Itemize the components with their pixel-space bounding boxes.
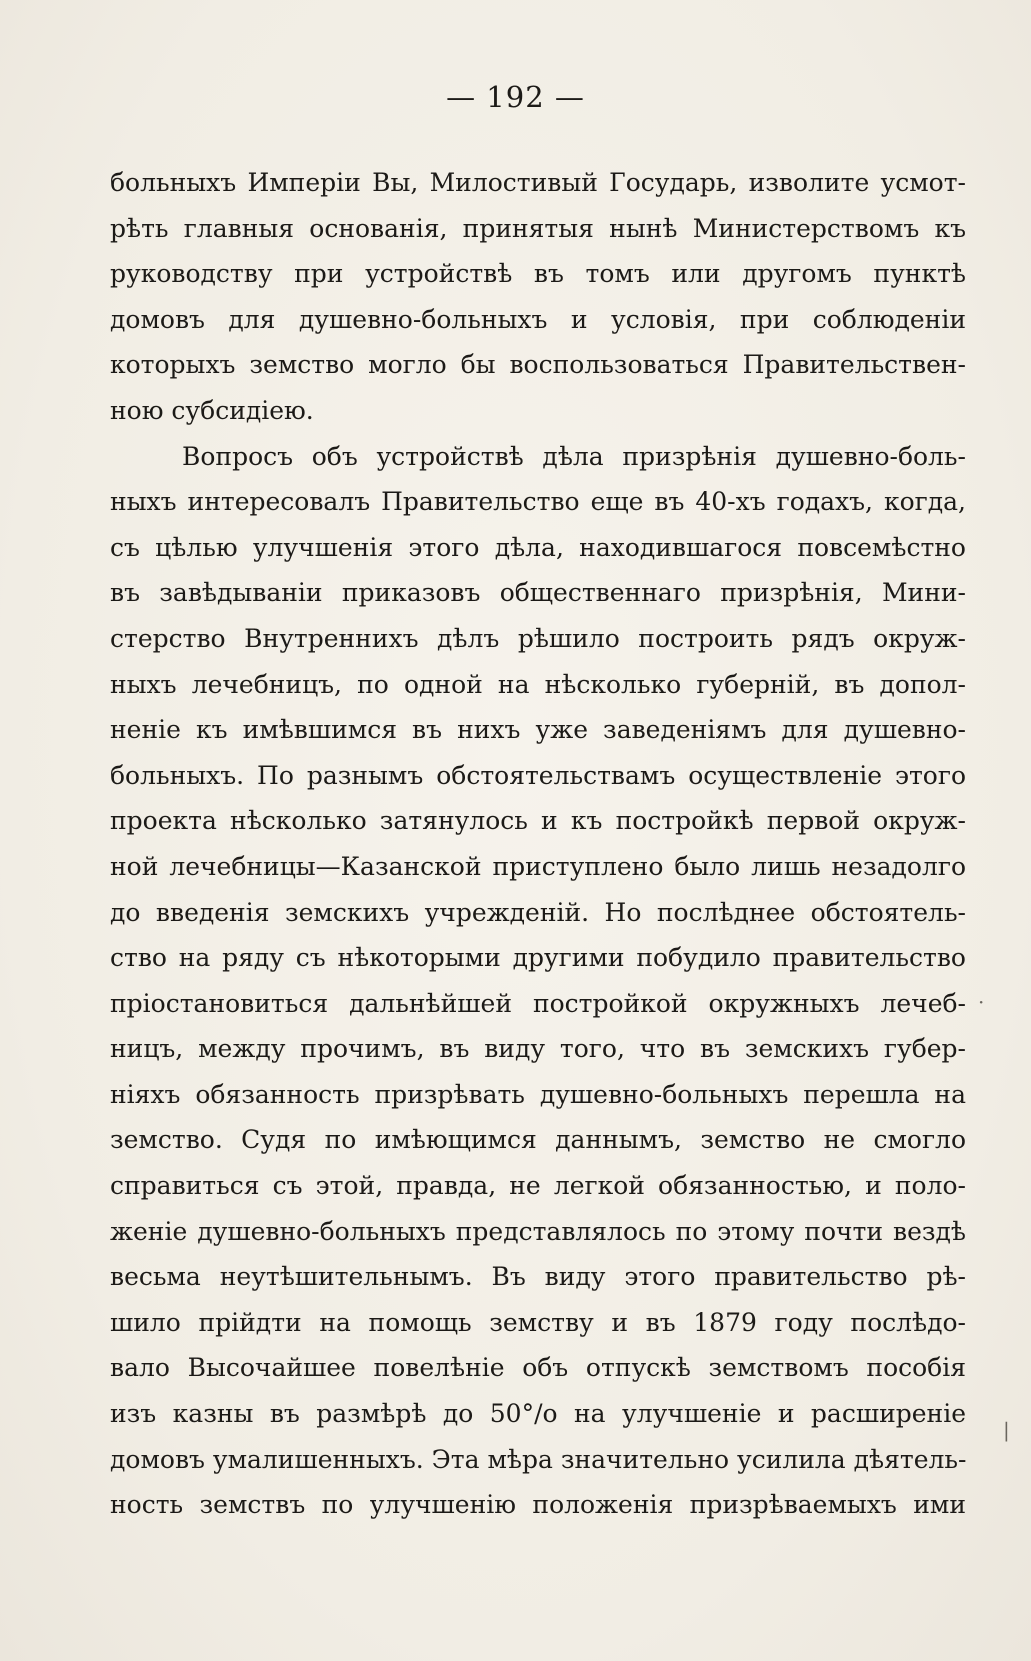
text-line: домовъ для душевно-больныхъ и условія, при соблюденіи	[110, 304, 966, 334]
text-line: ство на ряду съ нѣкоторыми другими побудило правительство	[110, 943, 966, 973]
text-line: больныхъ Имперіи Вы, Милостивый Государь, изволите усмот-	[110, 168, 966, 197]
text-line: съ цѣлью улучшенія этого дѣла, находившагося повсемѣстно	[110, 532, 966, 562]
text-line: больныхъ. По разнымъ обстоятельствамъ осуществленіе этого	[110, 760, 966, 790]
text-line: неніе къ имѣвшимся въ нихъ уже заведеніямъ для душевно-	[110, 715, 966, 745]
text-line: женіе душевно-больныхъ представлялось по этому почти вездѣ	[110, 1216, 966, 1246]
text-line: ной лечебницы—Казанской приступлено было лишь незадолго	[110, 851, 966, 881]
margin-dot: ·	[978, 990, 985, 1014]
text-line: рѣть главныя основанія, принятыя нынѣ Министерствомъ къ	[110, 213, 966, 243]
text-line: вало Высочайшее повелѣніе объ отпускѣ земствомъ пособія	[110, 1353, 966, 1383]
text-line: ныхъ лечебницъ, по одной на нѣсколько губерній, въ допол-	[110, 669, 966, 699]
text-line: проекта нѣсколько затянулось и къ постройкѣ первой окруж-	[110, 806, 966, 836]
text-line: справиться съ этой, правда, не легкой обязанностью, и поло-	[110, 1171, 966, 1201]
text-line: ныхъ интересовалъ Правительство еще въ 40-хъ годахъ, когда,	[110, 487, 966, 517]
text-line: ницъ, между прочимъ, въ виду того, что въ земскихъ губер-	[110, 1034, 966, 1064]
text-line: ною субсидіею.	[110, 395, 314, 425]
text-line: шило прійдти на помощь земству и въ 1879 году послѣдо-	[110, 1307, 966, 1337]
text-line: стерство Внутреннихъ дѣлъ рѣшило построить рядъ окруж-	[110, 623, 966, 653]
paragraph-first-line: Вопросъ объ устройствѣ дѣла призрѣнія душевно-боль-	[182, 441, 966, 471]
text-line: пріостановиться дальнѣйшей постройкой окружныхъ лечеб-	[110, 988, 966, 1018]
text-line: ніяхъ обязанность призрѣвать душевно-больныхъ перешла на	[110, 1079, 966, 1109]
body-text	[110, 160, 966, 1528]
text-line: до введенія земскихъ учрежденій. Но послѣднее обстоятель-	[110, 897, 966, 927]
text-line: руководству при устройствѣ въ томъ или другомъ пунктѣ	[110, 259, 966, 289]
margin-tick: |	[1003, 1418, 1010, 1442]
text-line: которыхъ земство могло бы воспользоваться Правительствен-	[110, 350, 966, 380]
text-line: домовъ умалишенныхъ. Эта мѣра значительно усилила дѣятель-	[110, 1444, 966, 1474]
text-line: весьма неутѣшительнымъ. Въ виду этого правительство рѣ-	[110, 1262, 966, 1292]
text-line: земство. Судя по имѣющимся даннымъ, земство не смогло	[110, 1125, 966, 1155]
page-number: — 192 —	[446, 80, 585, 114]
text-line: въ завѣдываніи приказовъ общественнаго призрѣнія, Мини-	[110, 578, 966, 608]
text-line: изъ казны въ размѣрѣ до 50°/о на улучшеніе и расширеніе	[110, 1399, 966, 1429]
text-line: ность земствъ по улучшенію положенія призрѣваемыхъ ими	[110, 1490, 966, 1520]
